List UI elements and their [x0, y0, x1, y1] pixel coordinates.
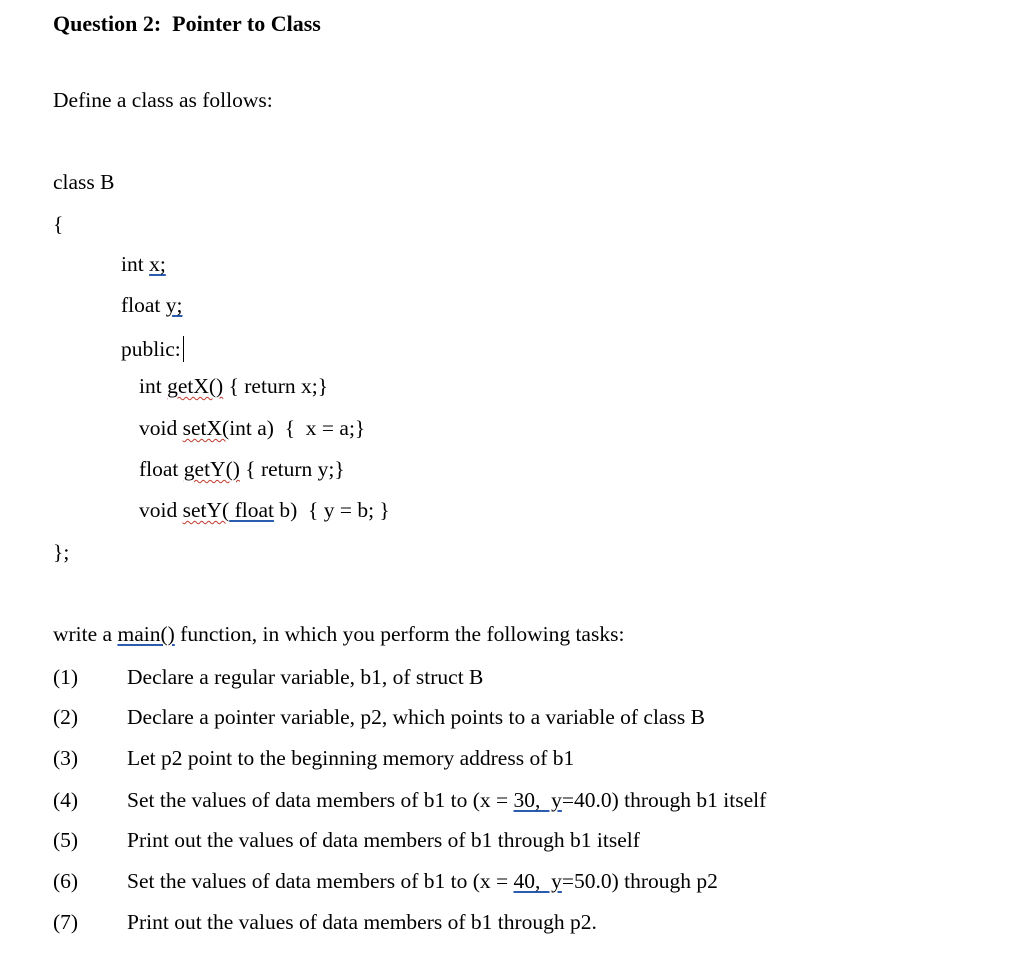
task-text-pre: Set the values of data members of b1 to (x =: [127, 869, 514, 893]
text-cursor: [183, 336, 185, 362]
question-heading: Question 2: Pointer to Class: [53, 11, 321, 36]
method-sety-param-type: float: [229, 498, 274, 522]
class-declaration: class B: [53, 170, 115, 194]
task-text: Declare a regular variable, b1, of struct B: [127, 665, 484, 689]
task-text-post: =40.0) through b1 itself: [561, 788, 767, 812]
method-gety-line: [139, 459, 345, 481]
task-text-post: =50.0) through p2: [561, 869, 718, 893]
field-x-name: x;: [149, 252, 166, 276]
access-specifier: public:: [121, 337, 181, 361]
task-text: Print out the values of data members of b1 through b1 itself: [127, 828, 640, 852]
task-number: (2): [53, 705, 79, 729]
task-number: (5): [53, 828, 79, 852]
method-sety-name: setY(: [182, 498, 230, 522]
method-setx-name: setX(: [182, 416, 230, 440]
instructions-prefix: write a: [53, 622, 118, 646]
task-text: [127, 869, 718, 894]
method-gety-body: { return y;}: [239, 457, 345, 481]
intro-text: Define a class as follows:: [53, 88, 273, 112]
method-getx-line: [139, 376, 328, 398]
method-gety-name: getY(): [183, 457, 240, 481]
task-text: [127, 788, 766, 813]
instructions-suffix: function, in which you perform the following tasks:: [174, 622, 625, 646]
method-setx-line: [139, 418, 365, 440]
method-getx-name: getX(): [167, 374, 224, 398]
open-brace: {: [53, 212, 64, 236]
method-sety-line: [139, 500, 390, 522]
access-specifier-line: [121, 336, 184, 362]
field-y-line: [121, 295, 183, 317]
task-number: (3): [53, 746, 79, 770]
method-sety-body: b) { y = b; }: [273, 498, 390, 522]
method-gety-type: float: [139, 457, 184, 481]
field-x-type: int: [121, 252, 150, 276]
task-text-pre: Set the values of data members of b1 to (x =: [127, 788, 514, 812]
task-text-marked: 40, y: [513, 869, 562, 893]
method-setx-body: int a) { x = a;}: [229, 416, 366, 440]
task-number: (4): [53, 788, 79, 812]
field-y-type: float: [121, 293, 166, 317]
method-sety-type: void: [139, 498, 183, 522]
main-function-ref: main(): [117, 622, 175, 646]
task-text: Let p2 point to the beginning memory address of b1: [127, 746, 575, 770]
task-text: Print out the values of data members of b1 through p2.: [127, 910, 597, 934]
field-y-name: y;: [165, 293, 183, 317]
method-setx-type: void: [139, 416, 183, 440]
close-brace: };: [53, 540, 70, 564]
instructions-line: [53, 624, 624, 646]
task-number: (6): [53, 869, 79, 893]
task-text: Declare a pointer variable, p2, which points to a variable of class B: [127, 705, 705, 729]
field-x-line: [121, 254, 166, 276]
method-getx-body: { return x;}: [223, 374, 329, 398]
task-number: (7): [53, 910, 79, 934]
method-getx-type: int: [139, 374, 168, 398]
task-number: (1): [53, 665, 79, 689]
task-text-marked: 30, y: [513, 788, 562, 812]
